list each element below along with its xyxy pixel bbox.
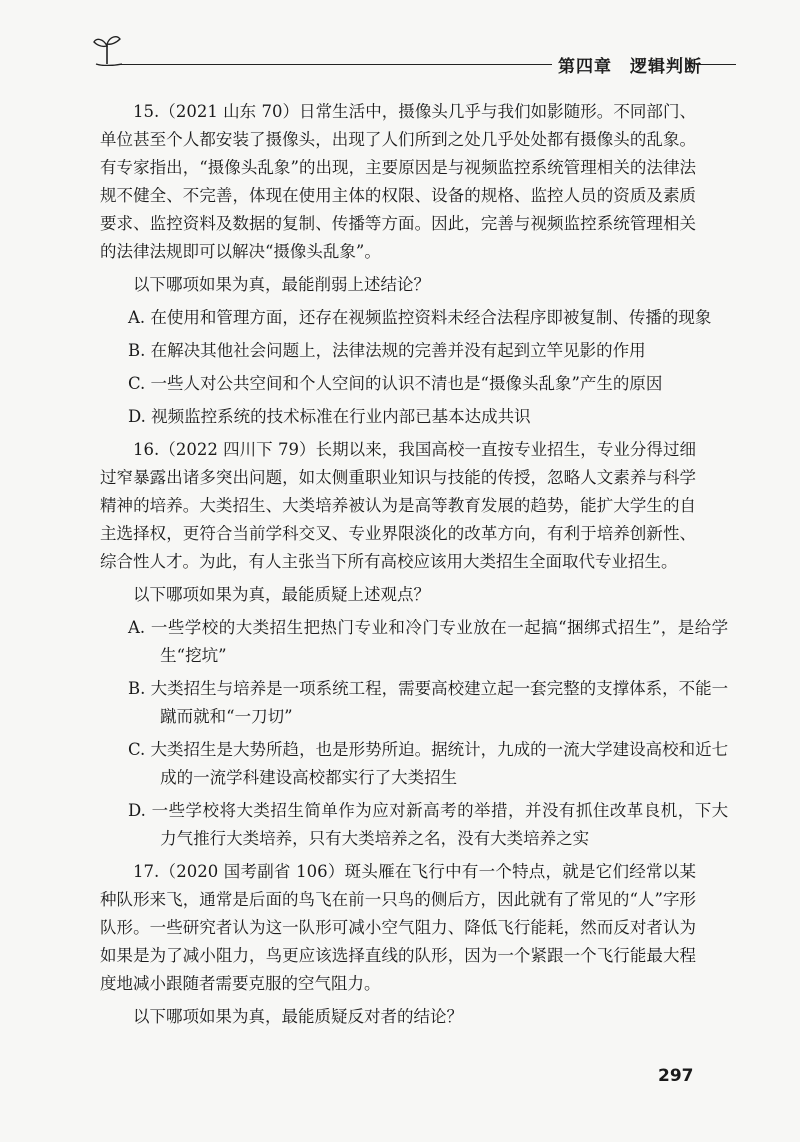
problem-15-option-d: D. 视频监控系统的技术标准在行业内部已基本达成共识 (128, 407, 531, 426)
problem-16-stem: 16.（2022 四川下 79）长期以来，我国高校一直按专业招生，专业分得过细过窄暴露出诸多突出问题，如太侧重职业知识与技能的传授，忽略人文素养与科学精神的培养。大类招生、大类培养被认为是高等教育发展的趋势，能扩大学生的自主选择权，更符合当前学科交叉、专业界限淡化的改革方向，有利于培养创新性、综合性人才。为此，有人主张当下所有高校应该用大类招生全面取代专业招生。 (100, 440, 696, 571)
chapter-title: 第四章 逻辑判断 (558, 57, 702, 77)
problem-16-option-d: D. 一些学校将大类招生简单作为应对新高考的举措，并没有抓住改革良机，下大力气推行大类培养，只有大类培养之名，没有大类培养之实 (128, 801, 729, 848)
problem-17-question: 以下哪项如果为真，最能质疑反对者的结论？ (133, 1007, 463, 1026)
problem-17-stem: 17.（2020 国考副省 106）斑头雁在飞行中有一个特点，就是它们经常以某种队形来飞，通常是后面的鸟飞在前一只鸟的侧后方，因此就有了常见的“人”字形队形。一些研究者认为这一队形可减小空气阻力、降低飞行能耗，然而反对者认为如果是为了减小阻力，鸟更应该选择直线的队形，因为一个紧跟一个飞行能最大程度地减小跟随者需要克服的空气阻力。 (100, 862, 696, 993)
header-rule-left (120, 64, 552, 65)
problem-15-question: 以下哪项如果为真，最能削弱上述结论？ (133, 275, 430, 294)
problem-15-stem: 15.（2021 山东 70）日常生活中，摄像头几乎与我们如影随形。不同部门、单位甚至个人都安装了摄像头，出现了人们所到之处几乎处处都有摄像头的乱象。有专家指出，“摄像头乱象”的出现，主要原因是与视频监控系统管理相关的法律法规不健全、不完善，体现在使用主体的权限、设备的规格、监控人员的资质及素质要求、监控资料及数据的复制、传播等方面。因此，完善与视频监控系统管理相关的法律法规即可以解决“摄像头乱象”。 (100, 102, 696, 261)
header-rule-right (696, 64, 736, 65)
page-content (100, 98, 729, 1036)
problem-16-question: 以下哪项如果为真，最能质疑上述观点？ (133, 585, 430, 604)
problem-16-option-c: C. 大类招生是大势所趋，也是形势所迫。据统计，九成的一流大学建设高校和近七成的一流学科建设高校都实行了大类招生 (128, 740, 729, 787)
problem-15-option-b: B. 在解决其他社会问题上，法律法规的完善并没有起到立竿见影的作用 (128, 341, 646, 360)
problem-15-option-c: C. 一些人对公共空间和个人空间的认识不清也是“摄像头乱象”产生的原因 (128, 374, 663, 393)
problem-16-option-a: A. 一些学校的大类招生把热门专业和冷门专业放在一起搞“捆绑式招生”，是给学生“挖坑” (128, 618, 729, 665)
problem-15-option-a: A. 在使用和管理方面，还存在视频监控资料未经合法程序即被复制、传播的现象 (128, 308, 712, 327)
page-number: 297 (658, 1066, 694, 1086)
sprout-icon (92, 30, 122, 66)
running-header (92, 30, 732, 77)
problem-16-option-b: B. 大类招生与培养是一项系统工程，需要高校建立起一套完整的支撑体系，不能一蹴而就和“一刀切” (128, 679, 729, 726)
